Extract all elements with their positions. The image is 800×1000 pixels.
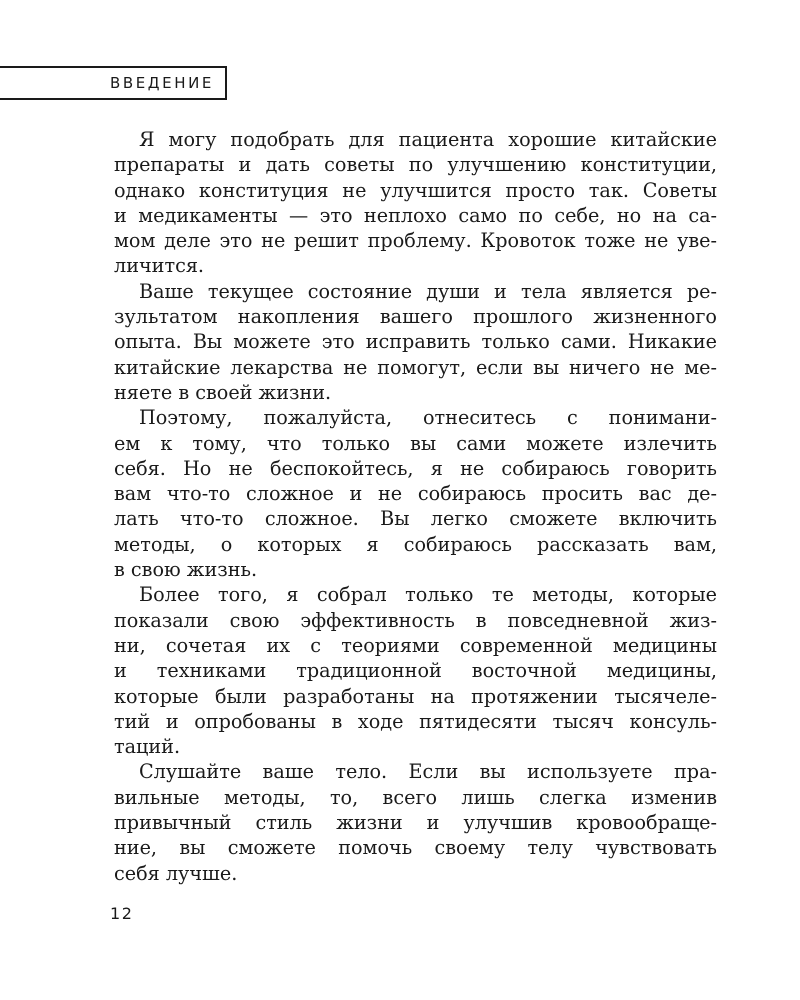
text-line: няете в своей жизни. (114, 380, 332, 404)
text-line: привычный стиль жизни и улучшив кровообраще- (114, 811, 717, 835)
paragraph (114, 759, 717, 885)
text-line: Слушайте ваше тело. Если вы используете пра- (139, 760, 717, 784)
section-title: ВВЕДЕНИЕ (109, 74, 214, 92)
text-line: вам что-то сложное и не собираюсь просить вас де- (114, 482, 717, 506)
text-line: вильные методы, то, всего лишь слегка изменив (114, 785, 717, 809)
text-line: однако конституция не улучшится просто так. Советы (114, 178, 717, 202)
text-line: и техниками традиционной восточной медицины, (114, 659, 717, 683)
text-line: в свою жизнь. (114, 558, 258, 582)
text-line: Поэтому, пожалуйста, отнеситесь с понимани- (139, 406, 717, 430)
text-line: показали свою эффективность в повседневной жиз- (114, 608, 717, 632)
text-line: опыта. Вы можете это исправить только сами. Никакие (114, 330, 717, 354)
paragraph (114, 279, 717, 405)
paragraph (114, 582, 717, 759)
text-line: которые были разработаны на протяжении тысячеле- (114, 684, 717, 708)
text-line: зультатом накопления вашего прошлого жизненного (114, 305, 717, 329)
section-header-tab (0, 66, 227, 100)
text-line: мом деле это не решит проблему. Кровоток тоже не уве- (114, 229, 717, 253)
text-line: тий и опробованы в ходе пятидесяти тысяч консуль- (114, 709, 717, 733)
page-number: 12 (110, 904, 134, 923)
text-line: личится. (114, 254, 205, 278)
text-line: китайские лекарства не помогут, если вы ничего не ме- (114, 355, 717, 379)
text-line: методы, о которых я собираюсь рассказать вам, (114, 532, 717, 556)
text-line: таций. (114, 735, 181, 759)
paragraph (114, 405, 717, 582)
text-line: Ваше текущее состояние души и тела является ре- (139, 279, 717, 303)
body-text (114, 127, 717, 886)
text-line: ние, вы сможете помочь своему телу чувствовать (114, 836, 717, 860)
text-line: Я могу подобрать для пациента хорошие китайские (139, 128, 717, 151)
text-line: себя лучше. (114, 861, 238, 885)
text-line: ни, сочетая их с теориями современной медицины (114, 633, 717, 657)
text-line: Более того, я собрал только те методы, которые (139, 583, 717, 607)
text-line: лать что-то сложное. Вы легко сможете включить (114, 507, 717, 531)
paragraph (114, 127, 717, 279)
text-line: и медикаменты — это неплохо само по себе, но на са- (114, 203, 717, 227)
text-line: себя. Но не беспокойтесь, я не собираюсь говорить (114, 456, 717, 480)
text-line: ем к тому, что только вы сами можете излечить (114, 431, 717, 455)
text-line: препараты и дать советы по улучшению конституции, (114, 153, 717, 177)
